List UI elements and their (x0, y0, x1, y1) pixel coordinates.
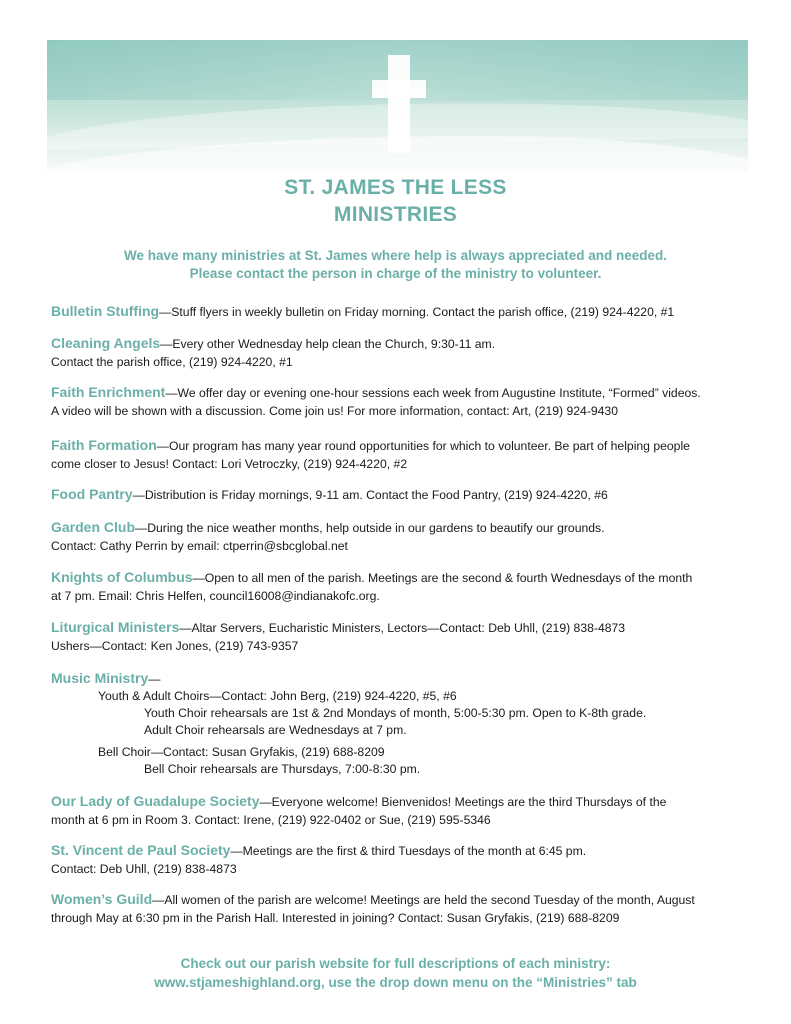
ministry-description: month at 6 pm in Room 3. Contact: Irene, (219) 922-0402 or Sue, (219) 595-5346 (51, 813, 491, 827)
ministry-description: —We offer day or evening one-hour sessions each week from Augustine Institute, “Formed” videos. (165, 386, 701, 400)
ministry-description: Contact the parish office, (219) 924-4220, #1 (51, 355, 293, 369)
ministry-name: Bulletin Stuffing (51, 303, 160, 319)
page-subtitle: MINISTRIES (333, 203, 458, 226)
page-title: ST. JAMES THE LESS (284, 176, 507, 199)
ministry-description: —During the nice weather months, help outside in our gardens to beautify our grounds. (135, 521, 605, 535)
ministry-name: Food Pantry (51, 486, 133, 502)
footer-website-line: www.stjameshighland.org, use the drop down menu on the “Ministries” tab (154, 975, 637, 990)
ministry-name: Liturgical Ministers (51, 619, 180, 635)
ministry-liturgical-ministers (51, 618, 751, 655)
ministry-guadalupe-society (51, 792, 751, 829)
ministry-name: Faith Enrichment (51, 384, 166, 400)
ministry-description: —Meetings are the first & third Tuesdays of the month at 6:45 pm. (230, 844, 587, 858)
ministry-description: —All women of the parish are welcome! Meetings are held the second Tuesday of the month, August (152, 893, 695, 907)
music-choirs-note: Youth Choir rehearsals are 1st & 2nd Mondays of month, 5:00-5:30 pm. Open to K-8th grade. (144, 706, 647, 720)
ministry-name: St. Vincent de Paul Society (51, 842, 231, 858)
ministry-description: Ushers—Contact: Ken Jones, (219) 743-9357 (51, 639, 299, 653)
music-choirs-note: Adult Choir rehearsals are Wednesdays at 7 pm. (144, 723, 407, 737)
ministry-description: A video will be shown with a discussion. Come join us! For more information, contact: Art, (219) 924-9430 (51, 404, 618, 418)
footer-line: Check out our parish website for full descriptions of each ministry: (180, 956, 611, 971)
cross-icon (388, 55, 410, 153)
ministry-name: Music Ministry (51, 670, 149, 686)
ministry-description: —Altar Servers, Eucharistic Ministers, Lectors—Contact: Deb Uhll, (219) 838-4873 (179, 621, 626, 635)
ministry-description: —Stuff flyers in weekly bulletin on Friday morning. Contact the parish office, (219) 924-4220, #1 (159, 305, 675, 319)
ministry-description: Contact: Cathy Perrin by email: ctperrin@sbcglobal.net (51, 539, 348, 553)
ministry-description: come closer to Jesus! Contact: Lori Vetroczky, (219) 924-4220, #2 (51, 457, 408, 471)
ministry-name: Our Lady of Guadalupe Society (51, 793, 260, 809)
ministry-faith-enrichment (51, 383, 751, 420)
ministry-knights-of-columbus (51, 568, 751, 605)
music-bell-choir: Bell Choir—Contact: Susan Gryfakis, (219) 688-8209 (98, 745, 385, 759)
ministry-dash: — (148, 672, 161, 686)
ministry-name: Garden Club (51, 519, 136, 535)
ministry-description: —Everyone welcome! Bienvenidos! Meetings are the third Thursdays of the (259, 795, 667, 809)
ministry-st-vincent-de-paul (51, 841, 751, 878)
ministry-description: Contact: Deb Uhll, (219) 838-4873 (51, 862, 237, 876)
ministry-music-ministry (51, 669, 751, 688)
intro-line: Please contact the person in charge of the ministry to volunteer. (189, 266, 602, 281)
ministry-description: —Every other Wednesday help clean the Church, 9:30-11 am. (160, 337, 496, 351)
ministry-description: at 7 pm. Email: Chris Helfen, council16008@indianakofc.org. (51, 589, 380, 603)
ministry-food-pantry (51, 485, 751, 504)
ministry-bulletin-stuffing (51, 302, 751, 321)
music-bell-note: Bell Choir rehearsals are Thursdays, 7:00-8:30 pm. (144, 762, 421, 776)
ministry-womens-guild (51, 890, 751, 927)
ministry-description: —Distribution is Friday mornings, 9-11 am. Contact the Food Pantry, (219) 924-4220, #6 (132, 488, 608, 502)
ministry-description: —Open to all men of the parish. Meetings are the second & fourth Wednesdays of the month (192, 571, 693, 585)
ministry-name: Knights of Columbus (51, 569, 193, 585)
ministry-faith-formation (51, 436, 751, 473)
music-choirs: Youth & Adult Choirs—Contact: John Berg, (219) 924-4220, #5, #6 (98, 689, 457, 703)
ministry-description: through May at 6:30 pm in the Parish Hall. Interested in joining? Contact: Susan Gryfakis, (219) 688-8209 (51, 911, 620, 925)
ministry-description: —Our program has many year round opportunities for which to volunteer. Be part of helping people (156, 439, 690, 453)
ministry-name: Women’s Guild (51, 891, 153, 907)
ministry-name: Cleaning Angels (51, 335, 161, 351)
ministry-cleaning-angels (51, 334, 751, 371)
intro-line: We have many ministries at St. James where help is always appreciated and needed. (124, 248, 667, 263)
ministry-garden-club (51, 518, 751, 555)
ministry-name: Faith Formation (51, 437, 157, 453)
cross-icon-bar (372, 80, 426, 98)
